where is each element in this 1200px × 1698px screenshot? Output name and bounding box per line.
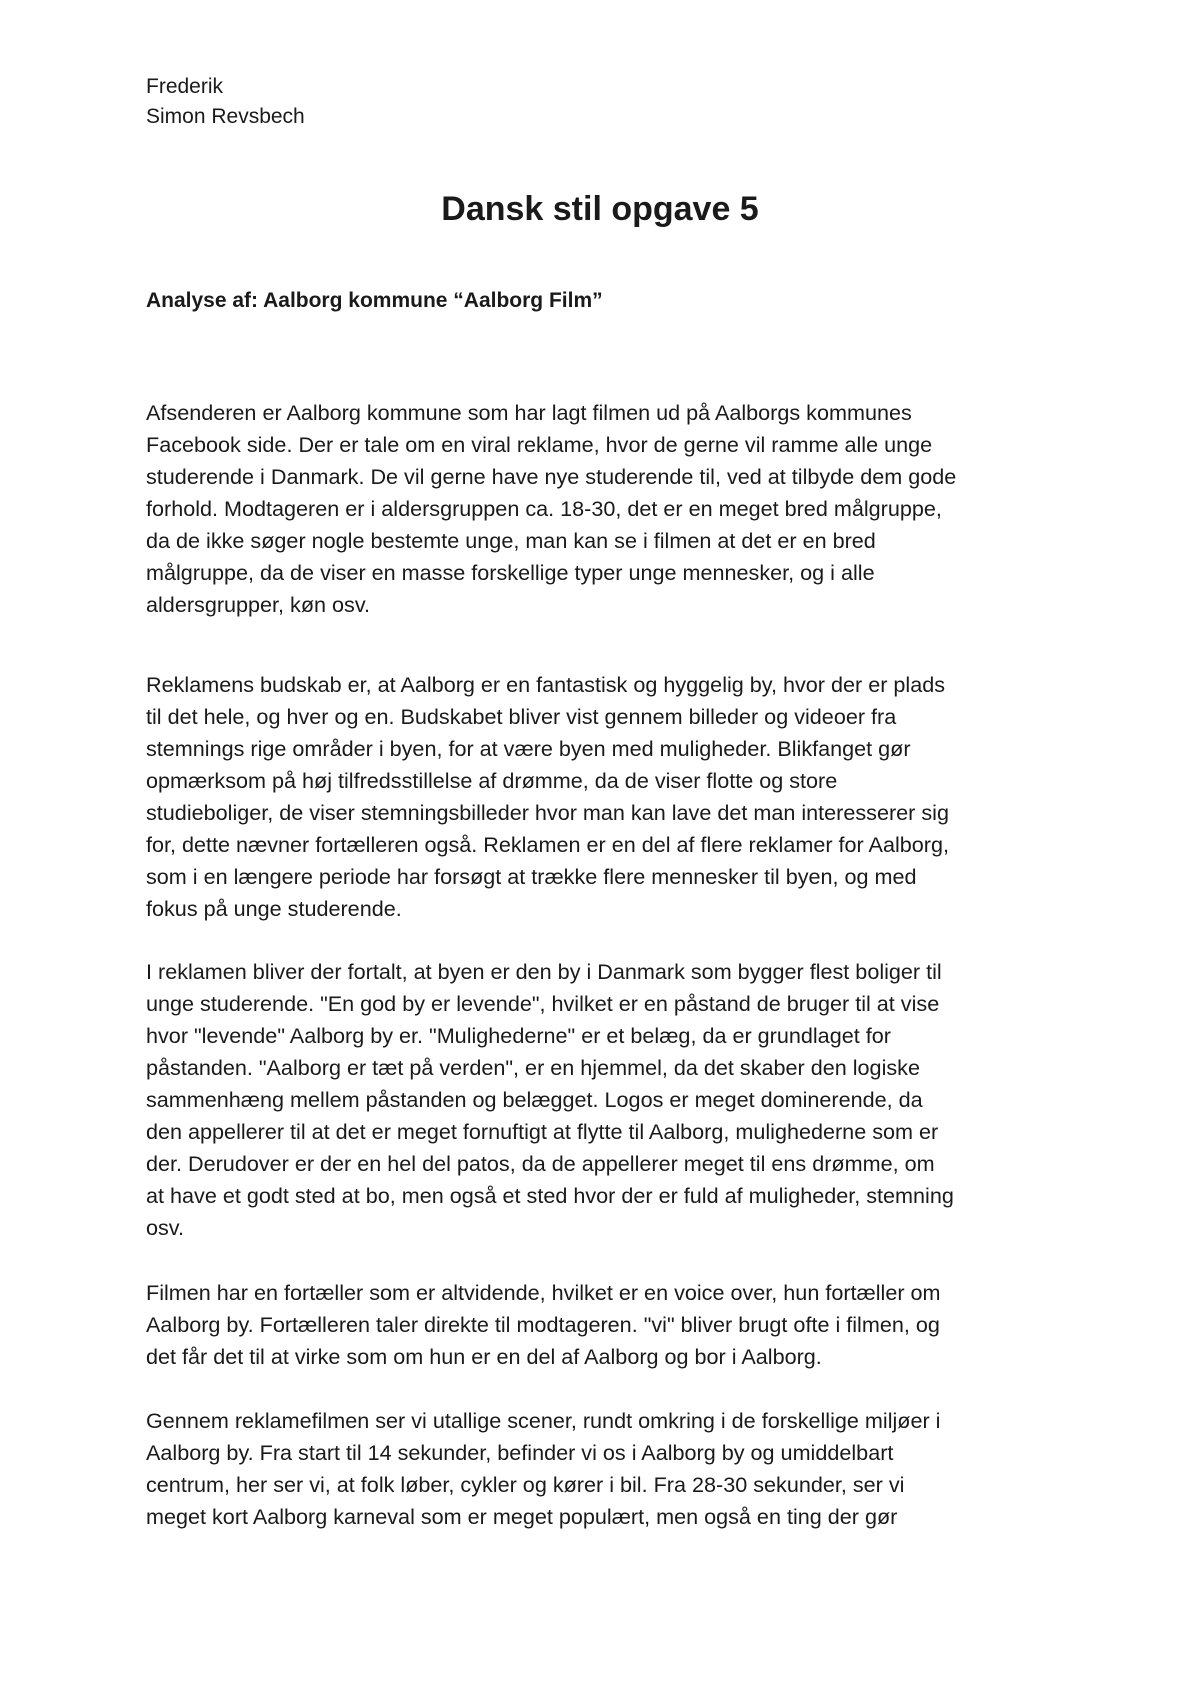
text-line: målgruppe, da de viser en masse forskellige typer unge mennesker, og i alle <box>146 560 875 585</box>
paragraph-sender <box>146 397 1066 621</box>
text-line: fokus på unge studerende. <box>146 896 402 921</box>
paragraph-scenes <box>146 1405 1066 1533</box>
text-line: Filmen har en fortæller som er altvidende, hvilket er en voice over, hun fortæller om <box>146 1280 941 1305</box>
text-line: Afsenderen er Aalborg kommune som har lagt filmen ud på Aalborgs kommunes <box>146 400 912 425</box>
text-line: Facebook side. Der er tale om en viral reklame, hvor de gerne vil ramme alle unge <box>146 432 933 457</box>
text-line: Reklamens budskab er, at Aalborg er en fantastisk og hyggelig by, hvor der er plads <box>146 672 946 697</box>
text-line: hvor "levende" Aalborg by er. "Mulighederne" er et belæg, da er grundlaget for <box>146 1023 891 1048</box>
text-line: forhold. Modtageren er i aldersgruppen ca. 18-30, det er en meget bred målgruppe, <box>146 496 942 521</box>
document-title: Dansk stil opgave 5 <box>441 190 759 228</box>
document-subtitle: Analyse af: Aalborg kommune “Aalborg Film” <box>146 289 603 312</box>
text-line: centrum, her ser vi, at folk løber, cykler og kører i bil. Fra 28-30 sekunder, ser vi <box>146 1472 905 1497</box>
text-line: opmærksom på høj tilfredsstillelse af drømme, da de viser flotte og store <box>146 768 838 793</box>
text-line: den appellerer til at det er meget fornuftigt at flytte til Aalborg, mulighederne som er <box>146 1119 939 1144</box>
text-line: det får det til at virke som om hun er en del af Aalborg og bor i Aalborg. <box>146 1344 822 1369</box>
paragraph-message <box>146 669 1066 925</box>
text-line: Aalborg by. Fortælleren taler direkte til modtageren. "vi" bliver brugt ofte i filmen, og <box>146 1312 940 1337</box>
text-line: aldersgrupper, køn osv. <box>146 592 371 617</box>
author-name: Simon Revsbech <box>146 105 305 128</box>
text-line: at have et godt sted at bo, men også et sted hvor der er fuld af muligheder, stemning <box>146 1183 954 1208</box>
paragraph-narrator <box>146 1277 1066 1373</box>
text-line: sammenhæng mellem påstanden og belægget. Logos er meget dominerende, da <box>146 1087 923 1112</box>
text-line: til det hele, og hver og en. Budskabet bliver vist gennem billeder og videoer fra <box>146 704 897 729</box>
text-line: da de ikke søger nogle bestemte unge, man kan se i filmen at det er en bred <box>146 528 876 553</box>
text-line: I reklamen bliver der fortalt, at byen er den by i Danmark som bygger flest boliger til <box>146 959 942 984</box>
paragraph-argumentation <box>146 956 1066 1244</box>
author-names <box>146 72 305 132</box>
text-line: stemnings rige områder i byen, for at være byen med muligheder. Blikfanget gør <box>146 736 911 761</box>
text-line: studerende i Danmark. De vil gerne have nye studerende til, ved at tilbyde dem gode <box>146 464 957 489</box>
text-line: meget kort Aalborg karneval som er meget populært, men også en ting der gør <box>146 1504 898 1529</box>
text-line: Aalborg by. Fra start til 14 sekunder, befinder vi os i Aalborg by og umiddelbart <box>146 1440 894 1465</box>
text-line: unge studerende. "En god by er levende", hvilket er en påstand de bruger til at vise <box>146 991 940 1016</box>
text-line: Gennem reklamefilmen ser vi utallige scener, rundt omkring i de forskellige miljøer i <box>146 1408 941 1433</box>
text-line: påstanden. "Aalborg er tæt på verden", er en hjemmel, da det skaber den logiske <box>146 1055 920 1080</box>
text-line: studieboliger, de viser stemningsbilleder hvor man kan lave det man interesserer sig <box>146 800 949 825</box>
text-line: der. Derudover er der en hel del patos, da de appellerer meget til ens drømme, om <box>146 1151 935 1176</box>
text-line: osv. <box>146 1215 184 1240</box>
author-name: Frederik <box>146 75 224 98</box>
text-line: for, dette nævner fortælleren også. Reklamen er en del af flere reklamer for Aalborg, <box>146 832 949 857</box>
text-line: som i en længere periode har forsøgt at trække flere mennesker til byen, og med <box>146 864 917 889</box>
